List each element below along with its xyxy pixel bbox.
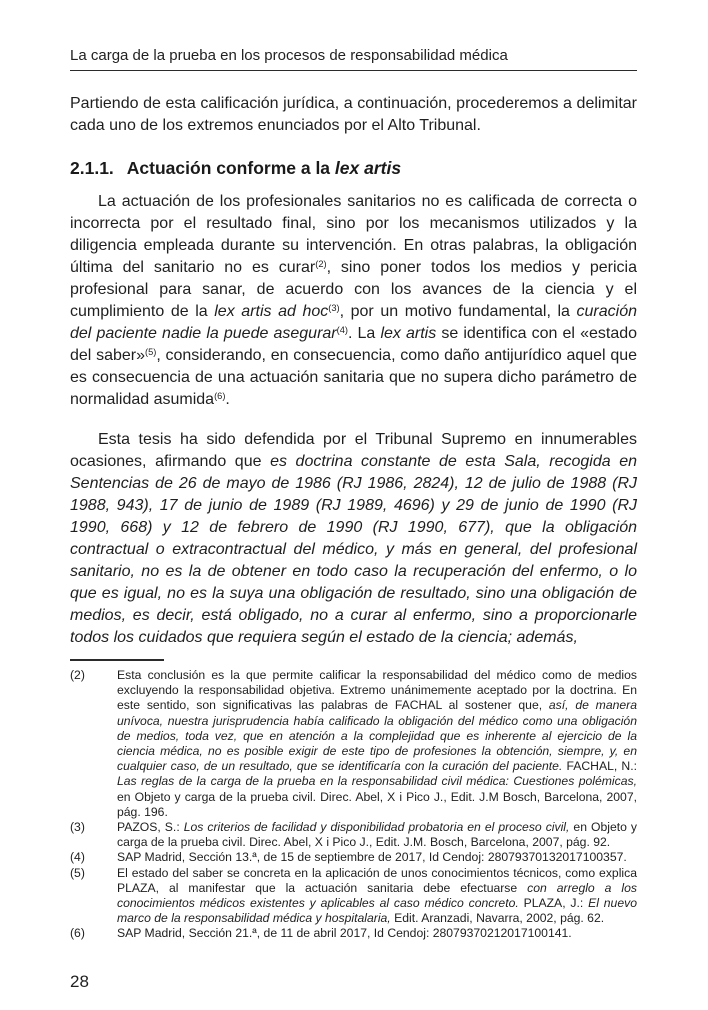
footnote-5 — [70, 866, 637, 927]
text-run: El estado del saber se concreta en la aplicación de unos conocimientos técnicos, como explica PLAZA, al manifestar que la actuación sanitaria debe efectuarse — [117, 865, 637, 895]
text-run: SAP Madrid, Sección 21.ª, de 11 de abril 2017, Id Cendoj: 28079370212017100141. — [117, 926, 572, 941]
footnote-text — [117, 820, 637, 850]
footnote-text — [117, 926, 637, 941]
footnote-6 — [70, 926, 637, 941]
text-run: , por un motivo fundamental, la — [339, 303, 577, 320]
text-run: curación del paciente nadie la puede asegurar — [70, 303, 638, 342]
page-number: 28 — [70, 972, 89, 991]
text-run: , considerando, en consecuencia, como daño antijurídico aquel que es consecuencia de una actuación sanitaria que no supera dicho parámetro de normalidad asumida — [70, 347, 638, 408]
text-run: Esta tesis ha sido defendida por el Tribunal Supremo en innumerables ocasiones, afirmando que — [70, 431, 637, 470]
text-run: se identifica con el «estado del saber» — [70, 325, 638, 364]
text-run: con arreglo a los conocimientos médicos existentes y aplicables al caso médico concreto. — [117, 880, 637, 911]
footnote-3 — [70, 820, 637, 850]
footnote-ref: (5) — [145, 346, 157, 357]
paragraph-tribunal-supremo — [70, 429, 637, 649]
text-run: PAZOS, S.: — [117, 820, 184, 835]
footnote-ref: (3) — [328, 302, 340, 313]
running-title: La carga de la prueba en los procesos de responsabilidad médica — [70, 47, 508, 64]
text-run: Las reglas de la carga de la prueba en la responsabilidad civil médica: Cuestiones polémicas, — [117, 774, 637, 789]
text-run: así, de manera unívoca, nuestra jurisprudencia había calificado la obligación del médico como una obligación de medios, toda vez, que en atención a la complejidad que es inherente al ejercicio de la ciencia médica, no es posible exigir de este tipo de profesiones la obtención, siempre, y, en cualquier caso, de un resultado, que se identificaría con la curación del paciente. — [117, 698, 638, 774]
text-run: en Objeto y carga de la prueba civil. Direc. Abel, X i Pico J., Edit. J.M Bosch, Barcelona, 2007, pág. 196. — [117, 789, 637, 819]
footnote-marker: (4) — [70, 850, 85, 865]
paragraph-lex-artis — [70, 191, 637, 411]
text-run: Esta conclusión es la que permite calificar la responsabilidad del médico como de medios excluyendo la responsabilidad objetiva. Extremo unánimemente aceptado por la doctrina. En este sentido, son significativas las palabras de FACHAL al sostener que, — [117, 668, 637, 713]
text-run: en Objeto y carga de la prueba civil. Direc. Abel, X i Pico J., Edit. J.M. Bosch, Barcelona, 2007, pág. 92. — [117, 820, 638, 850]
footnote-ref: (6) — [214, 390, 226, 401]
footnote-2 — [70, 668, 637, 820]
text-run: El nuevo marco de la responsabilidad médica y hospitalaria, — [117, 896, 637, 926]
text-run: SAP Madrid, Sección 13.ª, de 15 de septiembre de 2017, Id Cendoj: 28079370132017100357. — [117, 850, 627, 865]
text-run: Los criterios de facilidad y disponibilidad probatoria en el proceso civil, — [183, 820, 570, 835]
header-rule — [70, 70, 637, 71]
footnote-separator-rule — [70, 659, 164, 661]
footnote-marker: (5) — [70, 865, 85, 880]
text-run: Edit. Aranzadi, Navarra, 2002, pág. 62. — [390, 911, 605, 926]
footnote-ref: (2) — [315, 258, 327, 269]
text-run: Actuación conforme a la — [126, 158, 335, 178]
footnote-text — [117, 866, 637, 927]
footnote-4 — [70, 850, 637, 865]
section-title — [127, 158, 401, 178]
text-run: . La — [347, 325, 381, 342]
footnote-text — [117, 668, 637, 820]
footnote-ref: (4) — [336, 324, 348, 335]
text-run: lex artis ad hoc — [214, 303, 329, 320]
running-header — [70, 46, 637, 71]
footnote-marker: (6) — [70, 926, 85, 941]
section-heading — [70, 157, 637, 179]
body-text — [70, 93, 637, 649]
footnote-marker: (3) — [70, 820, 85, 835]
text-run: Partiendo de esta calificación jurídica, a continuación, procederemos a delimitar cada uno de los extremos enunciados por el Alto Tribunal. — [70, 95, 637, 134]
intro-paragraph — [70, 93, 637, 137]
text-run: PLAZA, J.: — [518, 896, 589, 911]
text-run: . — [225, 391, 230, 408]
text-run: La actuación de los profesionales sanitarios no es calificada de correcta o incorrecta por el resultado final, sino por los mecanismos utilizados y la diligencia empleada durante su intervención. En otras palabras, la obligación última del sanitario no es curar — [70, 193, 637, 276]
text-run: es doctrina constante de esta Sala, recogida en Sentencias de 26 de mayo de 1986 (RJ 1986, 2824), 12 de julio de 1988 (RJ 1988, 943), 17 de junio de 1989 (RJ 1989, 4696) y 29 de junio de 1990 (RJ 1990, 668) y 12 de febrero de 1990 (RJ 1990, 677), que la obligación contractual o extracontractual del médico, y más en general, del profesional sanitario, no es la de obtener en todo caso la recuperación del enfermo, o lo que es igual, no es la suya una obligación de resultado, sino una obligación de medios, es decir, está obligado, no a curar al enfermo, sino a proporcionarle todos los cuidados que requiera según el estado de la ciencia; además, — [70, 453, 638, 646]
text-run: lex artis — [334, 158, 402, 178]
footnote-marker: (2) — [70, 668, 85, 682]
text-run: FACHAL, N.: — [562, 759, 637, 774]
section-number: 2.1.1. — [70, 158, 114, 178]
text-run: , sino poner todos los medios y pericia profesional para sanar, de acuerdo con los avances de la ciencia y el cumplimiento de la — [70, 259, 637, 320]
footnotes-section — [70, 659, 637, 942]
text-run: lex artis — [380, 325, 437, 342]
footnote-text — [117, 850, 637, 865]
